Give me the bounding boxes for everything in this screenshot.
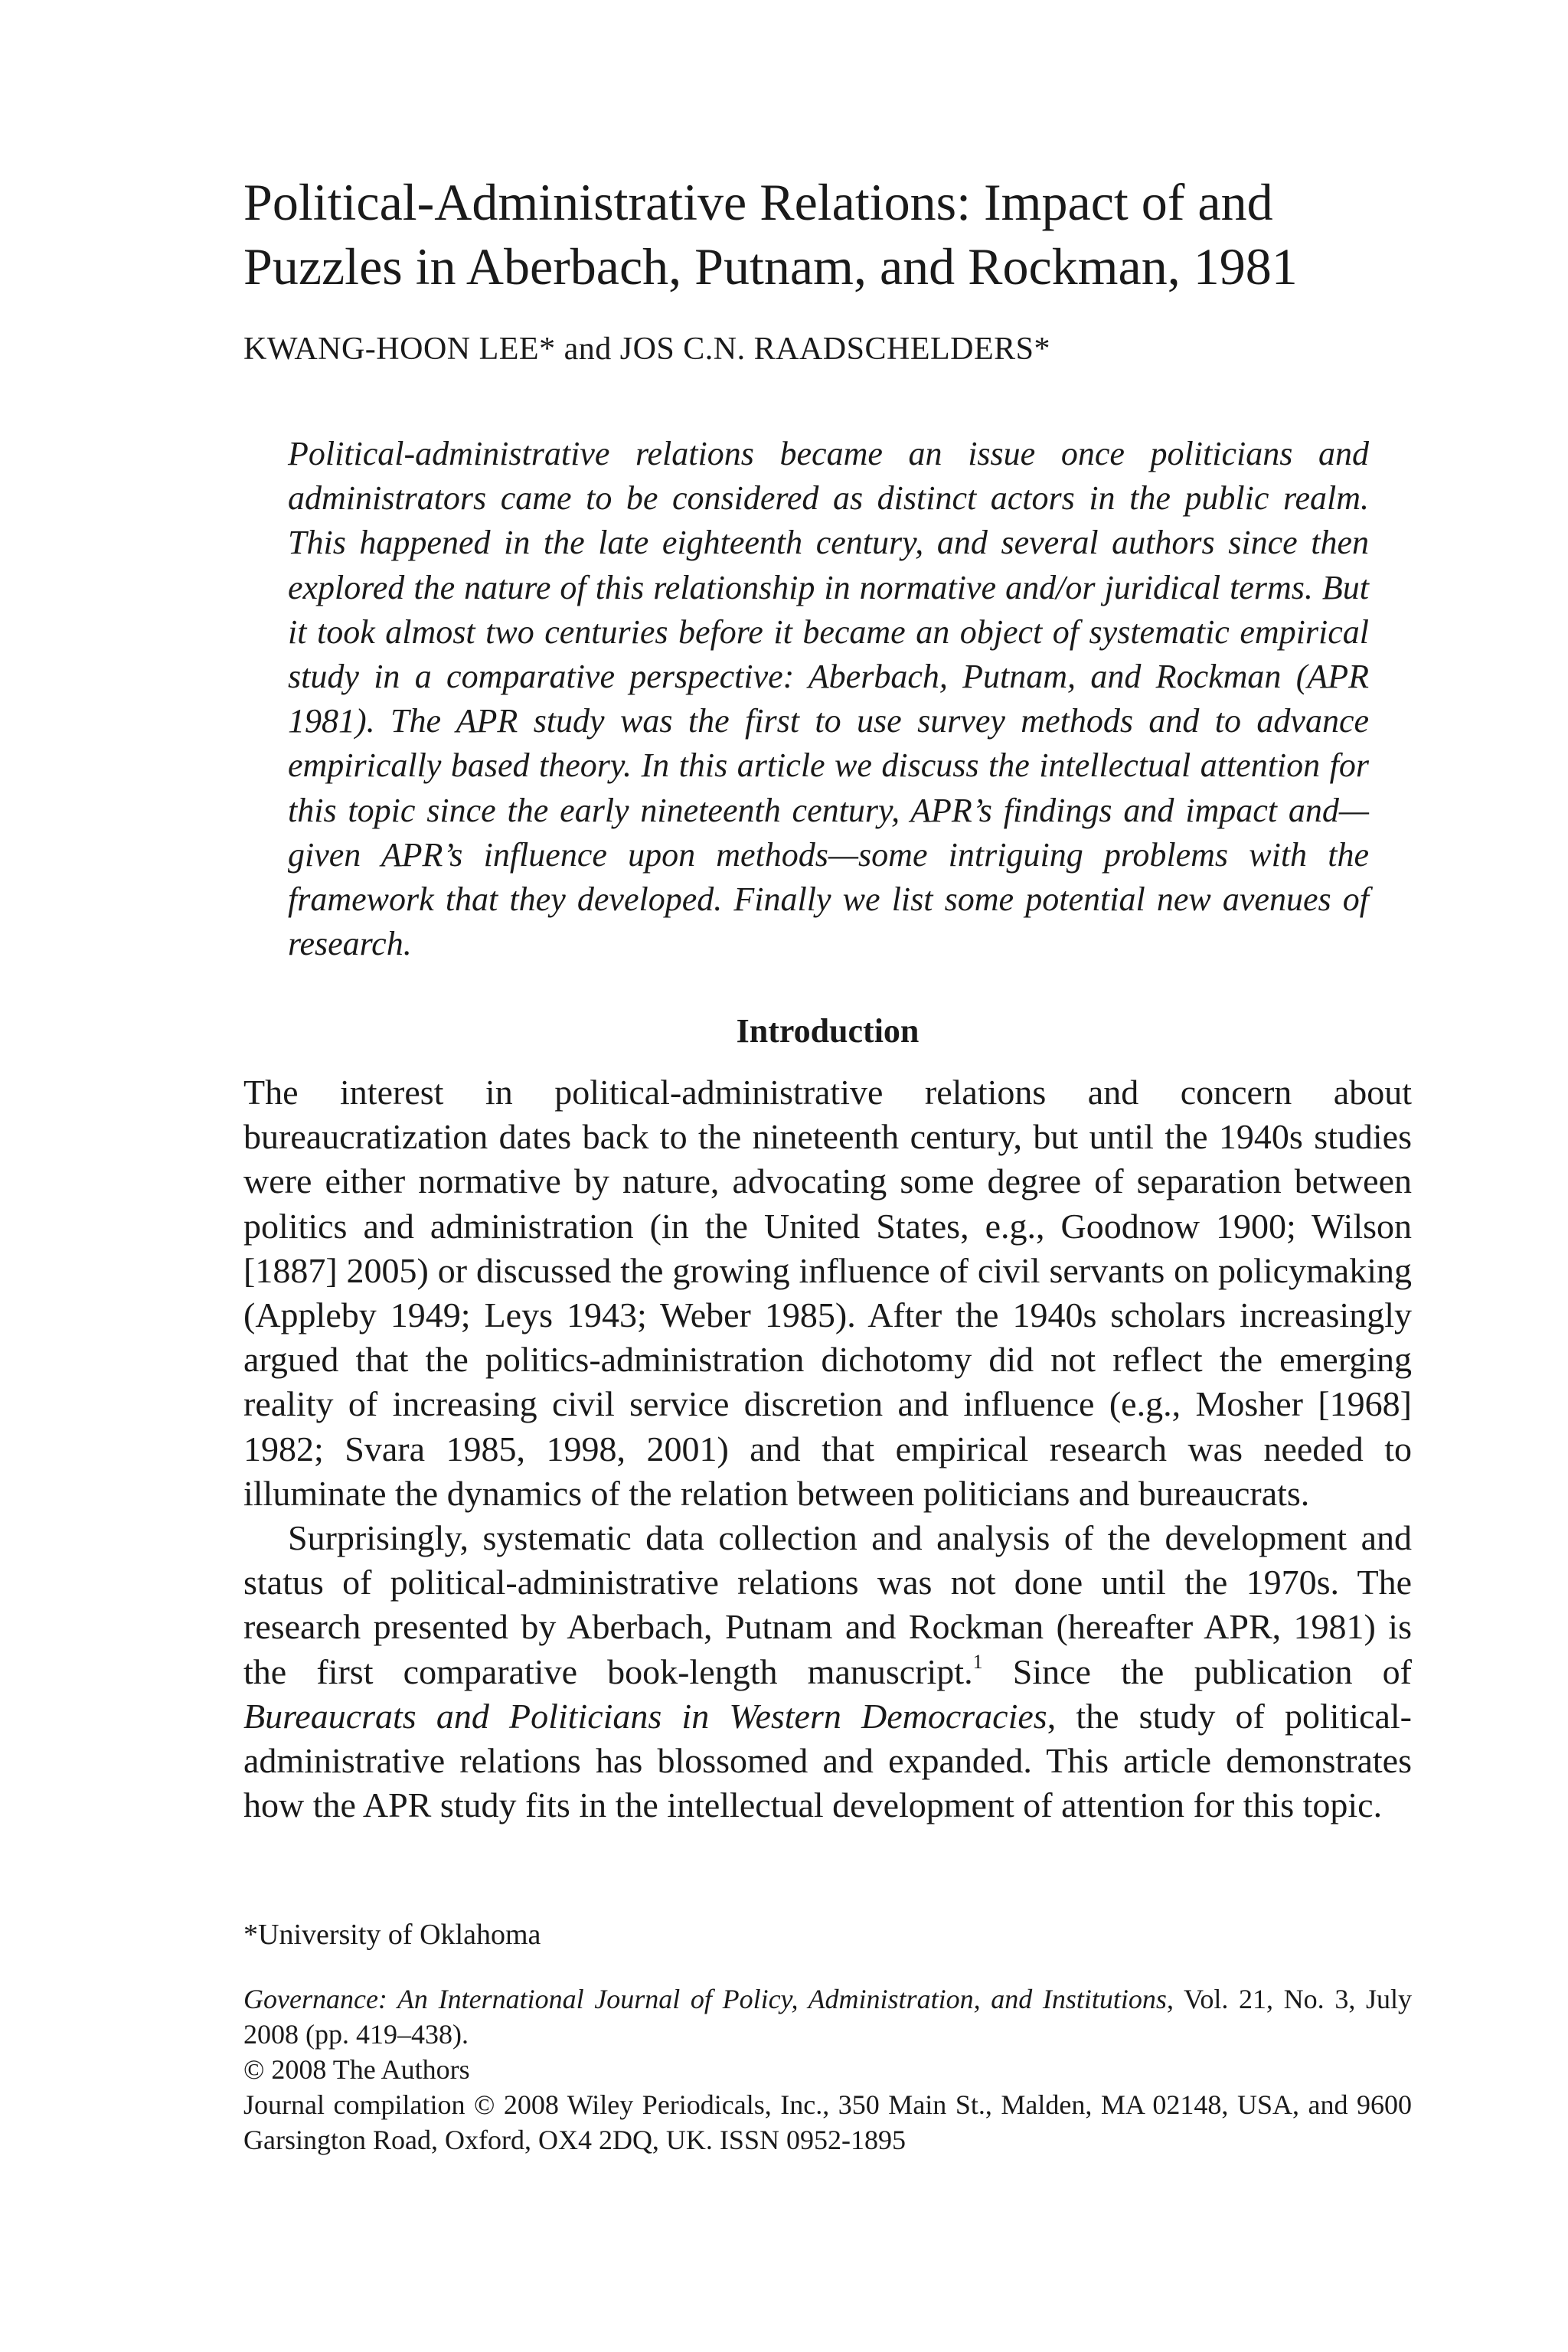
- article-title: [243, 170, 1453, 299]
- paragraph-2-part-3: , the study of political-administrative relations has blossomed and expanded. This article demonstrates how the APR study fits in the intellectual development of attention for this topic.: [243, 1696, 1412, 1825]
- paragraph-2-part-2: Since the publication of: [982, 1651, 1412, 1691]
- journal-name: Governance: An International Journal of Policy, Administration, and Institutions: [243, 1984, 1167, 2014]
- introduction-body: [243, 1070, 1412, 1828]
- author-list: KWANG-HOON LEE* and JOS C.N. RAADSCHELDERS*: [243, 332, 1050, 367]
- title-line-2: Puzzles in Aberbach, Putnam, and Rockman, 1981: [243, 237, 1298, 296]
- publication-info: [243, 1981, 1412, 2158]
- title-line-1: Political-Administrative Relations: Impact of and: [243, 173, 1273, 231]
- copyright-compilation: Journal compilation © 2008 Wiley Periodicals, Inc., 350 Main St., Malden, MA 02148, USA, and 9600 Garsington Road, Oxford, OX4 2DQ, UK. ISSN 0952-1895: [243, 2089, 1412, 2155]
- journal-citation: [243, 1981, 1412, 2052]
- author-affiliation: *University of Oklahoma: [243, 1919, 541, 1951]
- paragraph-1: The interest in political-administrative relations and concern about bureaucratization dates back to the nineteenth century, but until the 1940s studies were either normative by nature, advocating some degree of separation between politics and administration (in the United States, e.g., Goodnow 1900; Wilson [1887] 2005) or discussed the growing influence of civil servants on policymaking (Appleby 1949; Leys 1943; Weber 1985). After the 1940s scholars increasingly argued that the politics-administration dichotomy did not reflect the emerging reality of increasing civil service discretion and influence (e.g., Mosher [1968] 1982; Svara 1985, 1998, 2001) and that empirical research was needed to illuminate the dynamics of the relation between politicians and bureaucrats.: [243, 1073, 1412, 1513]
- copyright-authors: © 2008 The Authors: [243, 2054, 470, 2085]
- section-heading-introduction: Introduction: [736, 1012, 920, 1050]
- paragraph-2-part-1: Surprisingly, systematic data collection and analysis of the development and status of political-administrative relations was not done until the 1970s. The research presented by Aberbach, Putnam and Rockman (hereafter APR, 1981) is the first comparative book-length manuscript.: [243, 1518, 1412, 1691]
- book-title: Bureaucrats and Politicians in Western Democracies: [243, 1696, 1047, 1736]
- abstract: Political-administrative relations became an issue once politicians and administrators came to be considered as distinct actors in the public realm. This happened in the late eighteenth century, and several authors since then explored the nature of this relationship in normative and/or juridical terms. But it took almost two centuries before it became an object of systematic empirical study in a comparative perspective: Aberbach, Putnam, and Rockman (APR 1981). The APR study was the first to use survey methods and to advance empirically based theory. In this article we discuss the intellectual attention for this topic since the early nineteenth century, APR’s findings and impact and—given APR’s influence upon methods—some intriguing problems with the framework that they developed. Finally we list some potential new avenues of research.: [288, 435, 1369, 963]
- paragraph-2: [243, 1516, 1412, 1828]
- footnote-marker: 1: [972, 1650, 983, 1673]
- journal-issue: , Vol. 21, No. 3, July 2008 (pp. 419–438).: [243, 1984, 1413, 2050]
